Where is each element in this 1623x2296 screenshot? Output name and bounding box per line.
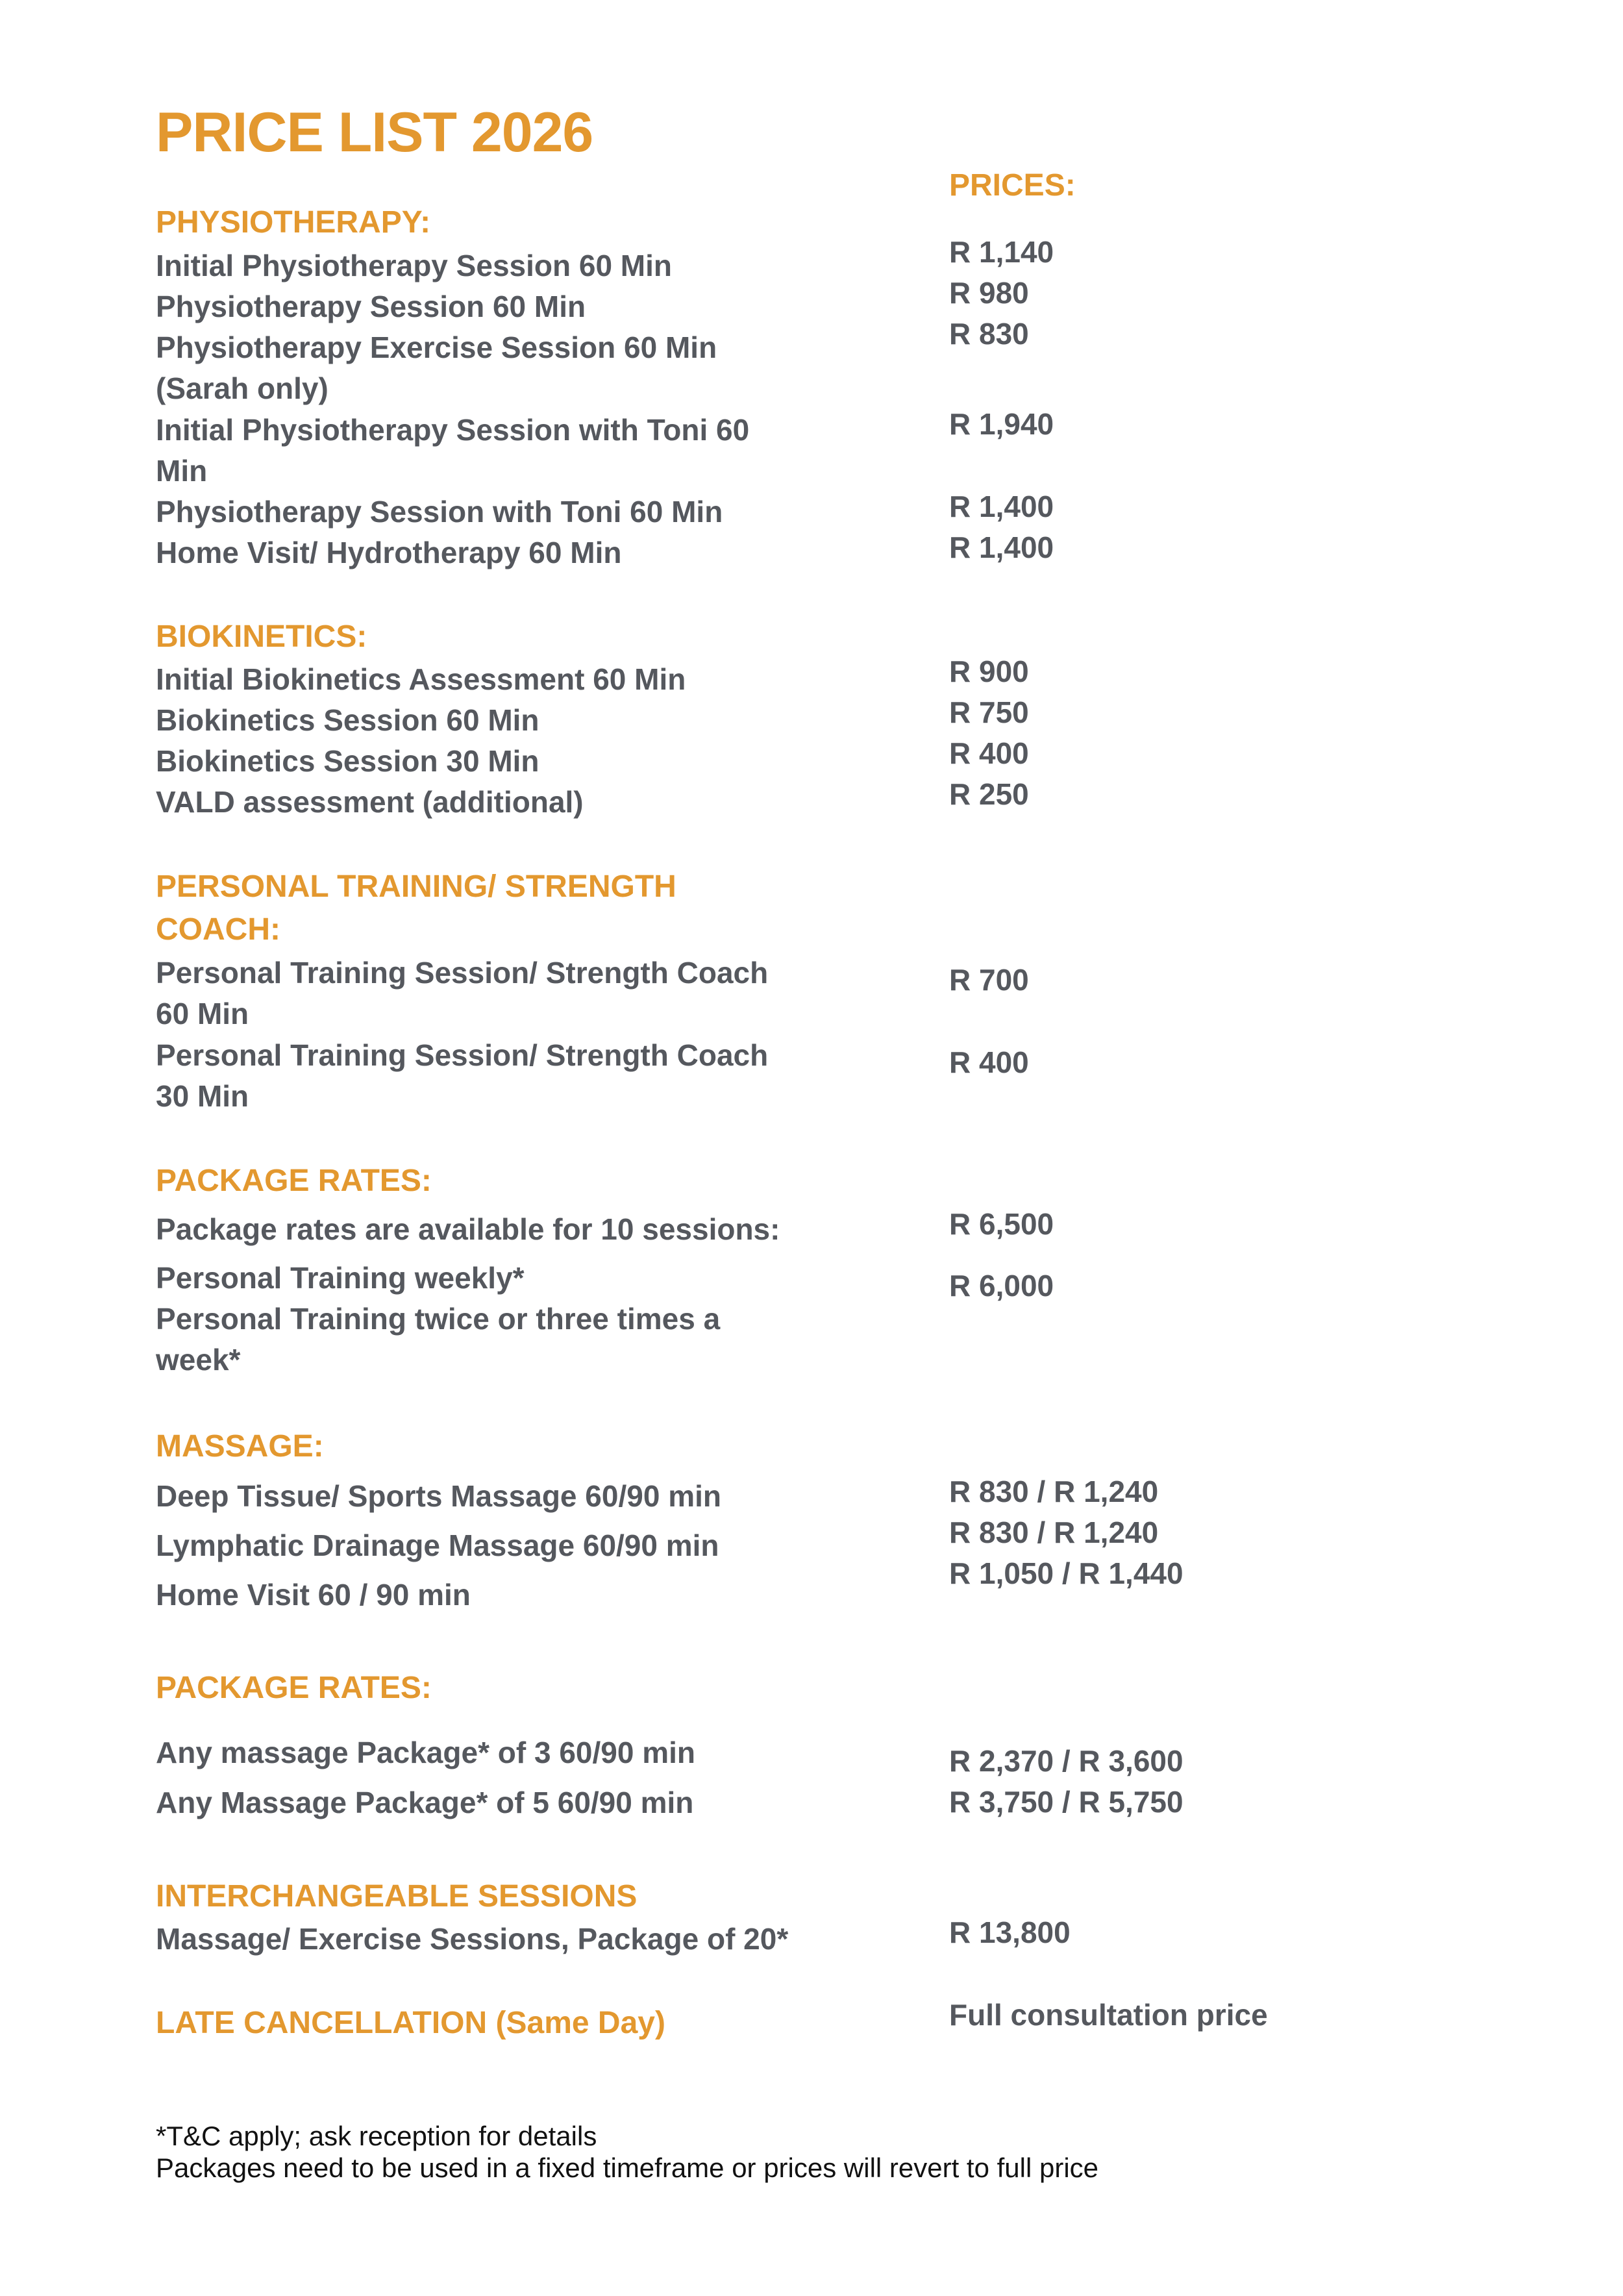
list-item: Initial Physiotherapy Session 60 Min — [156, 249, 673, 282]
price-value: R 750 — [949, 695, 1029, 729]
list-item: Personal Training weekly* — [156, 1261, 525, 1295]
list-item: Any Massage Package* of 5 60/90 min — [156, 1786, 694, 1819]
price-value: R 6,000 — [949, 1269, 1054, 1303]
list-item: Biokinetics Session 60 Min — [156, 703, 539, 737]
price-value: R 1,940 — [949, 407, 1054, 441]
list-item: week* — [156, 1343, 241, 1377]
price-value: R 1,400 — [949, 490, 1054, 523]
price-value: R 1,140 — [949, 235, 1054, 269]
list-item: Any massage Package* of 3 60/90 min — [156, 1736, 695, 1769]
price-value: R 400 — [949, 736, 1029, 770]
list-item: Home Visit/ Hydrotherapy 60 Min — [156, 536, 622, 569]
section-heading-biokinetics: BIOKINETICS: — [156, 619, 367, 654]
footer-note-packages: Packages need to be used in a fixed timeframe or prices will revert to full price — [156, 2152, 1099, 2183]
price-value: R 6,500 — [949, 1207, 1054, 1241]
prices-header: PRICES: — [949, 168, 1076, 203]
list-item: Package rates are available for 10 sessions: — [156, 1212, 780, 1246]
list-item: Initial Physiotherapy Session with Toni 60 — [156, 413, 750, 447]
price-value: R 3,750 / R 5,750 — [949, 1785, 1183, 1819]
list-item: Personal Training twice or three times a — [156, 1302, 721, 1336]
section-heading-late-cancellation: LATE CANCELLATION (Same Day) — [156, 2006, 665, 2040]
price-value: R 13,800 — [949, 1915, 1071, 1949]
list-item: Physiotherapy Session 60 Min — [156, 290, 586, 323]
list-item: Massage/ Exercise Sessions, Package of 20* — [156, 1922, 789, 1956]
price-value: R 250 — [949, 777, 1029, 811]
footer-note-terms: *T&C apply; ask reception for details — [156, 2121, 597, 2151]
list-item: Min — [156, 454, 208, 488]
list-item: VALD assessment (additional) — [156, 785, 584, 819]
price-value: R 830 / R 1,240 — [949, 1475, 1159, 1508]
price-value: R 980 — [949, 276, 1029, 310]
price-value: R 700 — [949, 963, 1029, 997]
price-value: R 2,370 / R 3,600 — [949, 1744, 1183, 1778]
section-heading-massage: MASSAGE: — [156, 1429, 324, 1464]
price-value: R 400 — [949, 1045, 1029, 1079]
page-title: PRICE LIST 2026 — [156, 101, 593, 164]
list-item: Physiotherapy Exercise Session 60 Min — [156, 331, 717, 364]
list-item: Lymphatic Drainage Massage 60/90 min — [156, 1529, 719, 1562]
list-item: Personal Training Session/ Strength Coach — [156, 956, 769, 990]
price-value: R 900 — [949, 655, 1029, 688]
price-value: R 830 / R 1,240 — [949, 1516, 1159, 1549]
section-heading-package-rates: PACKAGE RATES: — [156, 1164, 432, 1198]
price-value: R 830 — [949, 317, 1029, 351]
list-item: 30 Min — [156, 1079, 249, 1113]
price-value: Full consultation price — [949, 1998, 1268, 2032]
list-item: Initial Biokinetics Assessment 60 Min — [156, 662, 686, 696]
list-item: Biokinetics Session 30 Min — [156, 744, 539, 778]
section-heading-interchangeable: INTERCHANGEABLE SESSIONS — [156, 1879, 638, 1914]
section-heading-personal-training-cont: COACH: — [156, 912, 280, 947]
list-item: 60 Min — [156, 997, 249, 1030]
list-item: Deep Tissue/ Sports Massage 60/90 min — [156, 1479, 721, 1513]
list-item: Home Visit 60 / 90 min — [156, 1578, 471, 1612]
section-heading-physiotherapy: PHYSIOTHERAPY: — [156, 205, 431, 240]
list-item: (Sarah only) — [156, 371, 328, 405]
list-item: Physiotherapy Session with Toni 60 Min — [156, 495, 723, 529]
price-value: R 1,050 / R 1,440 — [949, 1556, 1183, 1590]
price-value: R 1,400 — [949, 530, 1054, 564]
section-heading-personal-training: PERSONAL TRAINING/ STRENGTH — [156, 869, 676, 904]
section-heading-package-rates-massage: PACKAGE RATES: — [156, 1671, 432, 1705]
list-item: Personal Training Session/ Strength Coach — [156, 1038, 769, 1072]
